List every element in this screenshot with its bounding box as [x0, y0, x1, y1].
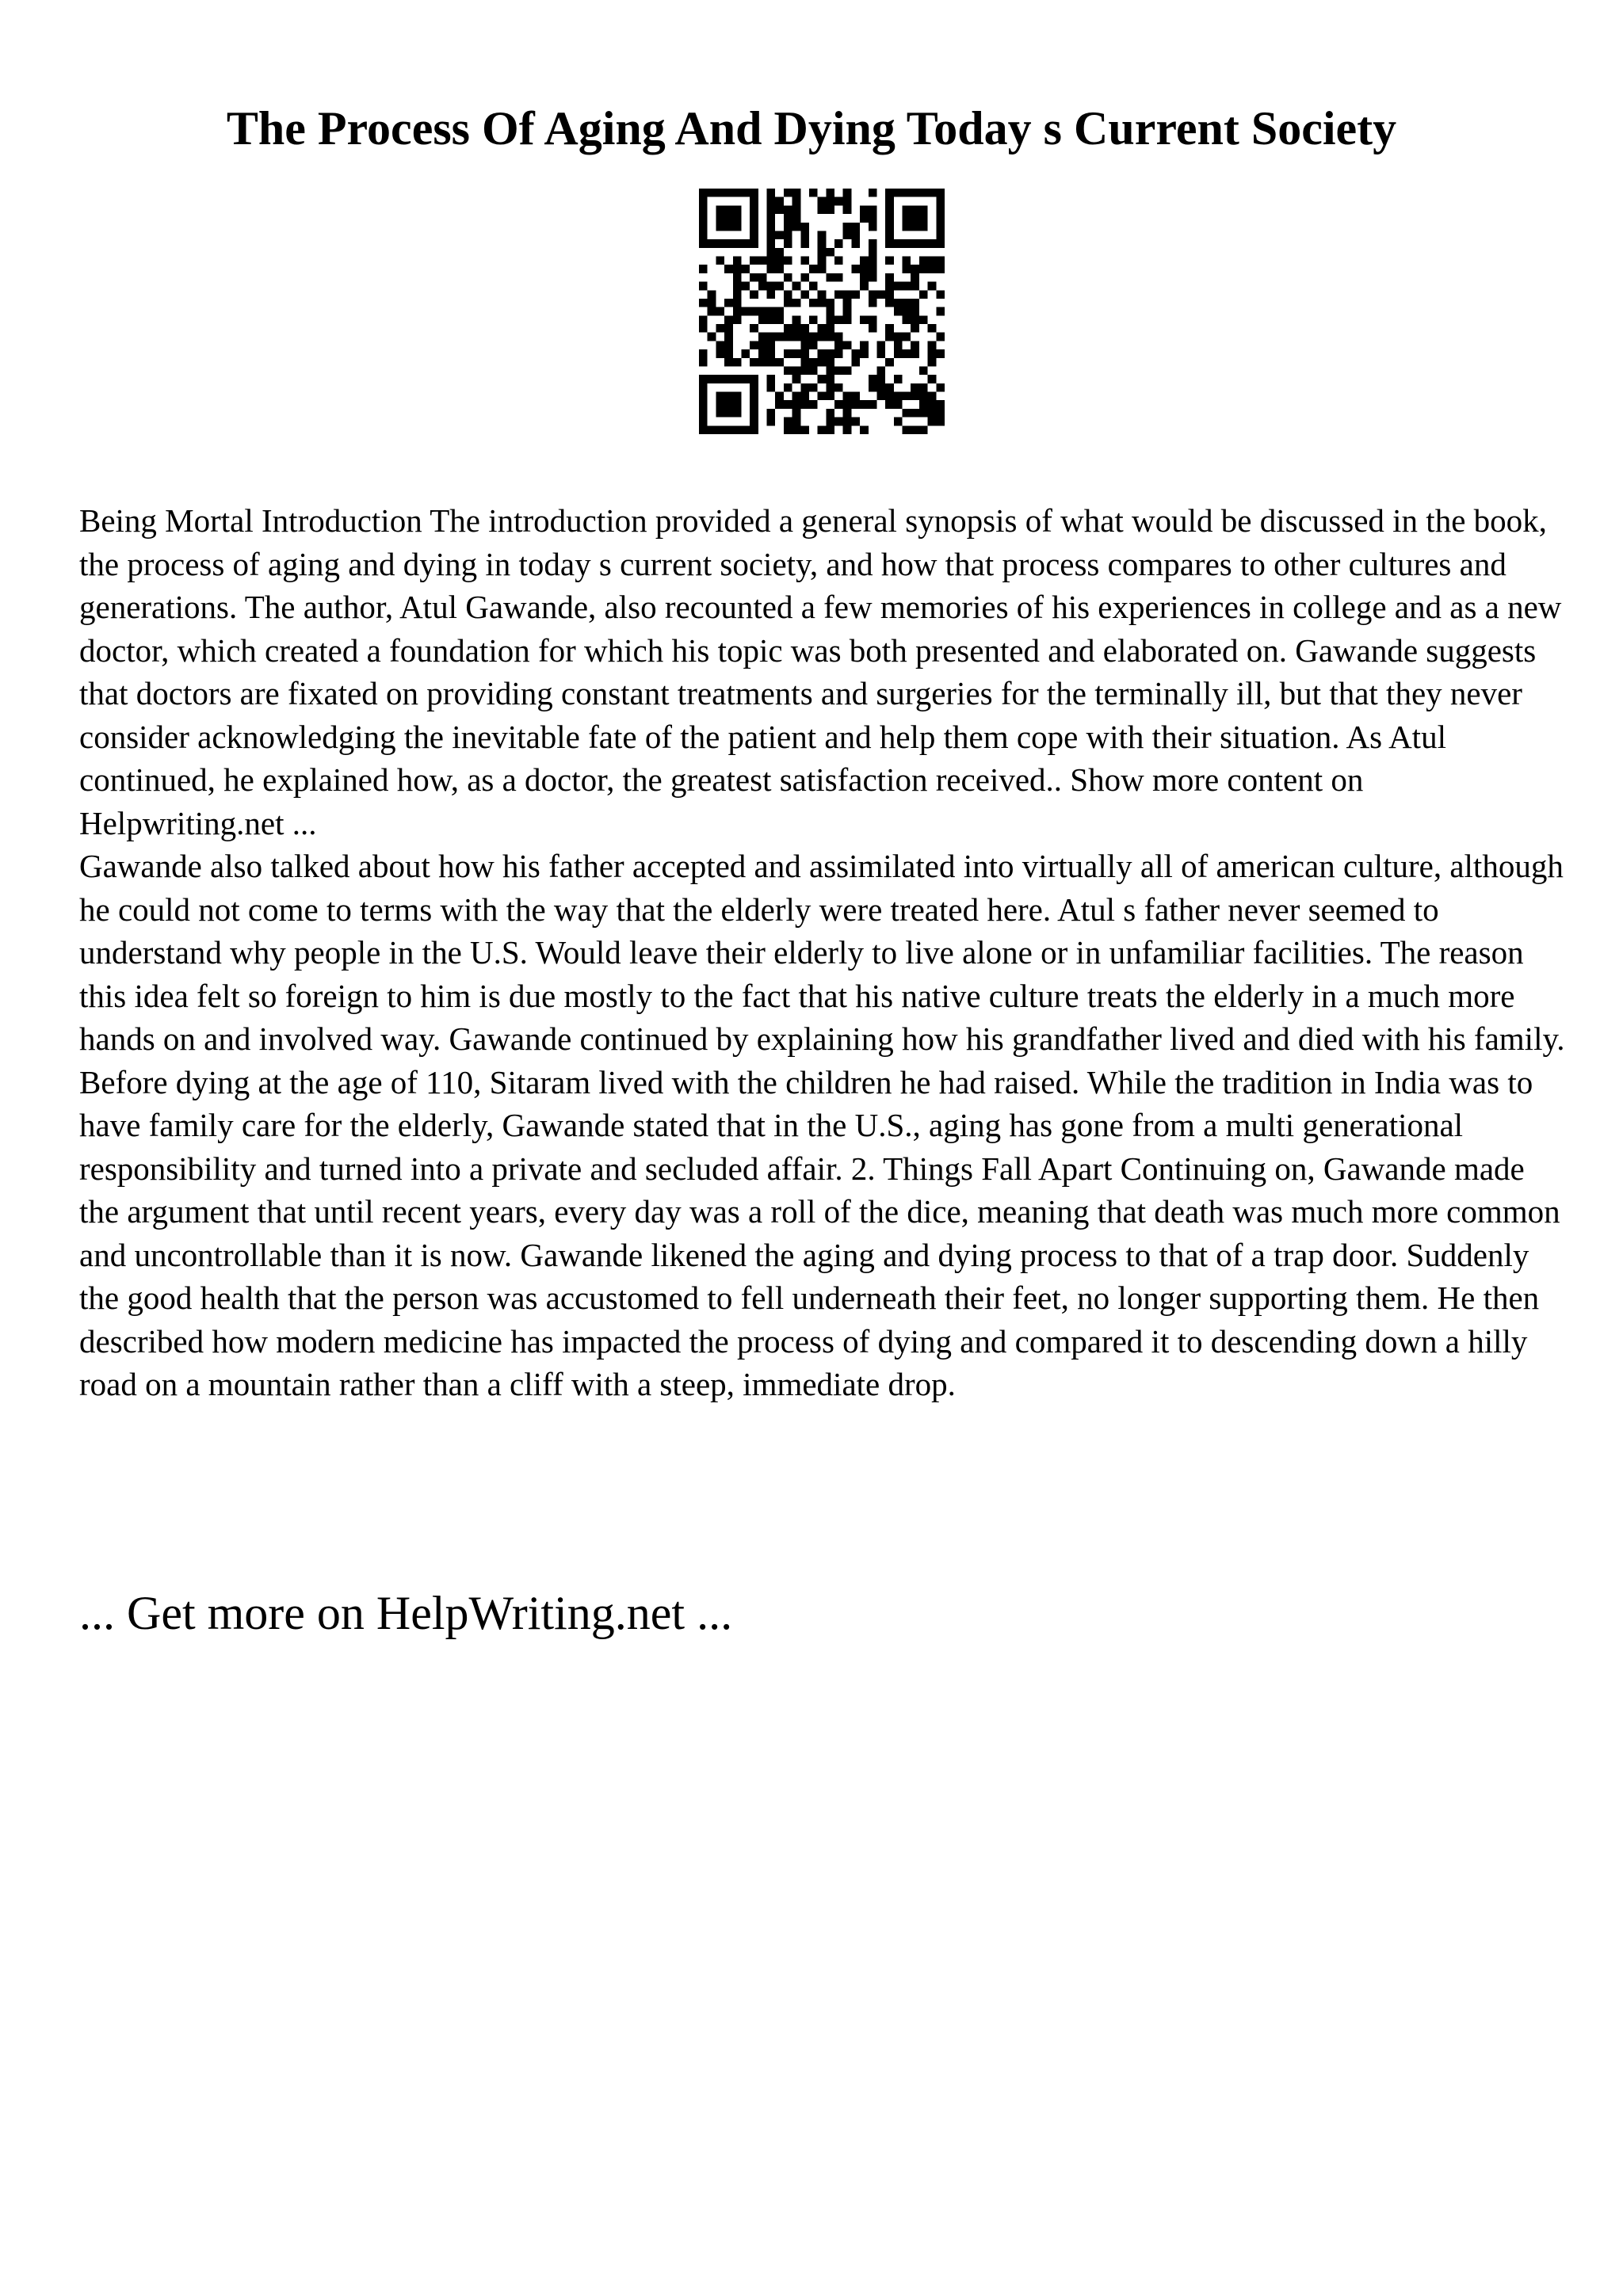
- page-title: The Process Of Aging And Dying Today s Current Society: [226, 102, 1397, 154]
- qr-code-icon: [699, 189, 945, 434]
- paragraph-continuation: Gawande also talked about how his father accepted and assimilated into virtually all of american culture, although he could not come to terms with the way that the elderly were treated here. Atul s father never seemed to understand why people in the U.S. Would leave their elderly to live alone or in unfamiliar facilities. The reason this idea felt so foreign to him is due mostly to the fact that his native culture treats the elderly in a much more hands on and involved way. Gawande continued by explaining how his grandfather lived and died with his family. Before dying at the age of 110, Sitaram lived with the children he had raised. While the tradition in India was to have family care for the elderly, Gawande stated that in the U.S., aging has gone from a multi generational responsibility and turned into a private and secluded affair. 2. Things Fall Apart Continuing on, Gawande made the argument that until recent years, every day was a roll of the dice, meaning that death was much more common and uncontrollable than it is now. Gawande likened the aging and dying process to that of a trap door. Suddenly the good health that the person was accustomed to fell underneath their feet, no longer supporting them. He then described how modern medicine has impacted the process of dying and compared it to descending down a hilly road on a mountain rather than a cliff with a steep, immediate drop.: [79, 848, 1565, 1402]
- paragraph-intro: Being Mortal Introduction The introduction provided a general synopsis of what would be discussed in the book, the process of aging and dying in today s current society, and how that process compares to other cultures and generations. The author, Atul Gawande, also recounted a few memories of his experiences in college and as a new doctor, which created a foundation for which his topic was both presented and elaborated on. Gawande suggests that doctors are fixated on providing constant treatments and surgeries for the terminally ill, but that they never consider acknowledging the inevitable fate of the patient and help them cope with their situation. As Atul continued, he explained how, as a doctor, the greatest satisfaction received.. Show more content on Helpwriting.net ...: [79, 502, 1562, 841]
- get-more-link[interactable]: ... Get more on HelpWriting.net ...: [79, 1587, 733, 1639]
- article-body: [79, 499, 1569, 1406]
